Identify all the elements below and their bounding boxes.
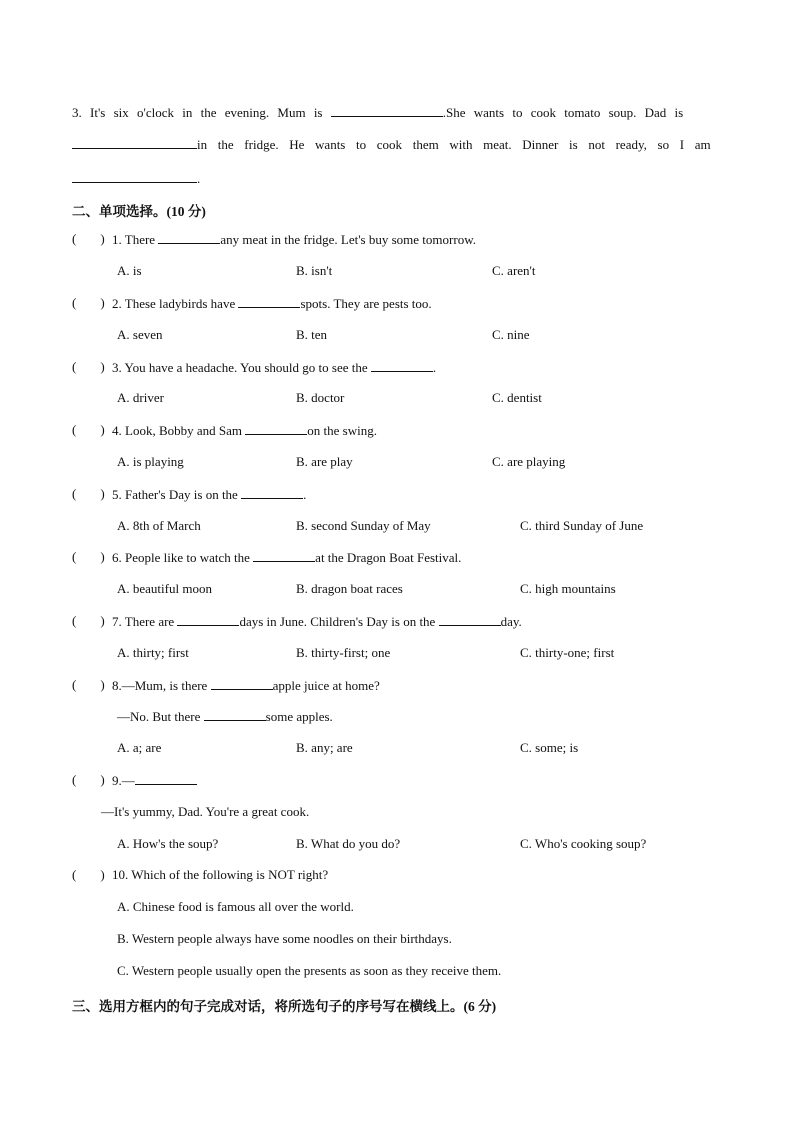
answer-blank: [204, 708, 266, 721]
bracket-open: (: [72, 231, 77, 246]
option-b: B. thirty-first; one: [296, 645, 391, 660]
intro-line-2-text: in the fridge. He wants to cook them with meat. Dinner is not ready, so I am: [197, 137, 711, 152]
option-a: A. driver: [117, 390, 164, 405]
question-text: some apples.: [265, 709, 333, 724]
bracket-open: (: [72, 486, 77, 501]
question-8: [112, 677, 380, 694]
option-a: A. 8th of March: [117, 518, 201, 533]
option-a: A. seven: [117, 327, 163, 342]
answer-blank: [238, 295, 300, 308]
bracket-open: (: [72, 295, 77, 310]
option-a: A. thirty; first: [117, 645, 189, 660]
question-8-reply: [117, 708, 333, 725]
bracket-open: (: [72, 867, 77, 882]
option-b: B. doctor: [296, 390, 345, 405]
question-10: 10. Which of the following is NOT right?: [112, 867, 329, 882]
answer-blank: [439, 613, 501, 626]
question-text: 5. Father's Day is on the: [112, 487, 242, 502]
section-3-title-text: 三、选用方框内的句子完成对话，将所选句子的序号写在横线上。: [72, 999, 464, 1015]
answer-bracket: [72, 486, 105, 502]
option-a: A. Chinese food is famous all over the world.: [117, 899, 354, 914]
option-c: C. thirty-one; first: [520, 645, 615, 660]
answer-blank: [211, 677, 273, 690]
option-b: B. Western people always have some noodles on their birthdays.: [117, 931, 452, 946]
bracket-open: (: [72, 772, 77, 787]
question-text: .: [432, 360, 437, 375]
answer-blank: [245, 422, 307, 435]
answer-blank: [253, 549, 315, 562]
question-text: —No. But there: [117, 709, 204, 724]
question-6: [112, 549, 461, 566]
option-b: B. isn't: [296, 263, 333, 278]
answer-blank: [331, 104, 443, 117]
question-2: [112, 295, 432, 312]
bracket-open: (: [72, 422, 77, 437]
option-c: C. are playing: [492, 454, 566, 469]
question-text: on the swing.: [307, 423, 377, 438]
option-b: B. What do you do?: [296, 836, 401, 851]
answer-bracket: [72, 772, 105, 788]
answer-blank: [72, 170, 197, 183]
bracket-close: ): [100, 295, 105, 310]
bracket-close: ): [100, 613, 105, 628]
bracket-close: ): [100, 359, 105, 374]
question-text: 9.—: [112, 773, 135, 788]
option-b: B. are play: [296, 454, 353, 469]
question-text: 1. There: [112, 232, 159, 247]
answer-bracket: [72, 295, 105, 311]
option-b: B. second Sunday of May: [296, 518, 431, 533]
option-c: C. dentist: [492, 390, 542, 405]
answer-bracket: [72, 613, 105, 629]
option-c: C. some; is: [520, 740, 579, 755]
section-2-title-text: 二、单项选择。: [72, 204, 167, 220]
answer-bracket: [72, 422, 105, 438]
question-9: [112, 772, 197, 789]
bracket-open: (: [72, 677, 77, 692]
option-b: B. ten: [296, 327, 328, 342]
answer-bracket: [72, 549, 105, 565]
answer-bracket: [72, 867, 105, 883]
question-5: [112, 486, 306, 503]
option-c: C. high mountains: [520, 581, 616, 596]
intro-line-1-start: 3. It's six o'clock in the evening. Mum is: [72, 105, 323, 120]
option-c: C. Western people usually open the presents as soon as they receive them.: [117, 963, 502, 978]
bracket-close: ): [100, 549, 105, 564]
question-text: 2. These ladybirds have: [112, 296, 239, 311]
option-c: C. Who's cooking soup?: [520, 836, 647, 851]
section-2-title: [72, 200, 206, 220]
intro-line-1: [72, 104, 722, 121]
bracket-open: (: [72, 613, 77, 628]
intro-line-2: [72, 136, 711, 153]
option-b: B. any; are: [296, 740, 353, 755]
section-3-title: [72, 995, 496, 1015]
question-text: 4. Look, Bobby and Sam: [112, 423, 246, 438]
answer-bracket: [72, 359, 105, 375]
question-text: 7. There are: [112, 614, 178, 629]
section-3-score: (6 分): [463, 999, 497, 1014]
bracket-open: (: [72, 359, 77, 374]
option-b: B. dragon boat races: [296, 581, 403, 596]
answer-bracket: [72, 231, 105, 247]
option-a: A. is playing: [117, 454, 184, 469]
intro-line-1-end: .She wants to cook tomato soup. Dad is: [442, 105, 684, 120]
answer-bracket: [72, 677, 105, 693]
option-a: A. a; are: [117, 740, 162, 755]
question-text: .: [303, 487, 307, 502]
answer-blank: [158, 231, 220, 244]
option-c: C. nine: [492, 327, 530, 342]
question-9-reply: —It's yummy, Dad. You're a great cook.: [101, 804, 310, 819]
question-text: days in June. Children's Day is on the: [239, 614, 439, 629]
question-text: 8.—Mum, is there: [112, 678, 211, 693]
bracket-open: (: [72, 549, 77, 564]
question-text: 6. People like to watch the: [112, 550, 254, 565]
question-1: [112, 231, 476, 248]
question-text: any meat in the fridge. Let's buy some tomorrow.: [220, 232, 476, 247]
section-2-score: (10 分): [166, 204, 206, 219]
option-c: C. aren't: [492, 263, 536, 278]
intro-line-3-end: .: [197, 171, 201, 186]
question-7: [112, 613, 522, 630]
option-a: A. beautiful moon: [117, 581, 212, 596]
answer-blank: [72, 136, 197, 149]
bracket-close: ): [100, 867, 105, 882]
option-a: A. How's the soup?: [117, 836, 219, 851]
answer-blank: [135, 772, 197, 785]
intro-line-3: [72, 170, 200, 187]
bracket-close: ): [100, 772, 105, 787]
question-text: 3. You have a headache. You should go to see the: [112, 360, 371, 375]
question-3: [112, 359, 436, 376]
question-text: spots. They are pests too.: [300, 296, 432, 311]
question-text: day.: [500, 614, 522, 629]
bracket-close: ): [100, 231, 105, 246]
bracket-close: ): [100, 422, 105, 437]
option-a: A. is: [117, 263, 142, 278]
answer-blank: [241, 486, 303, 499]
question-text: at the Dragon Boat Festival.: [315, 550, 462, 565]
option-c: C. third Sunday of June: [520, 518, 644, 533]
answer-blank: [177, 613, 239, 626]
question-text: apple juice at home?: [272, 678, 380, 693]
bracket-close: ): [100, 677, 105, 692]
answer-blank: [371, 359, 433, 372]
question-4: [112, 422, 377, 439]
bracket-close: ): [100, 486, 105, 501]
